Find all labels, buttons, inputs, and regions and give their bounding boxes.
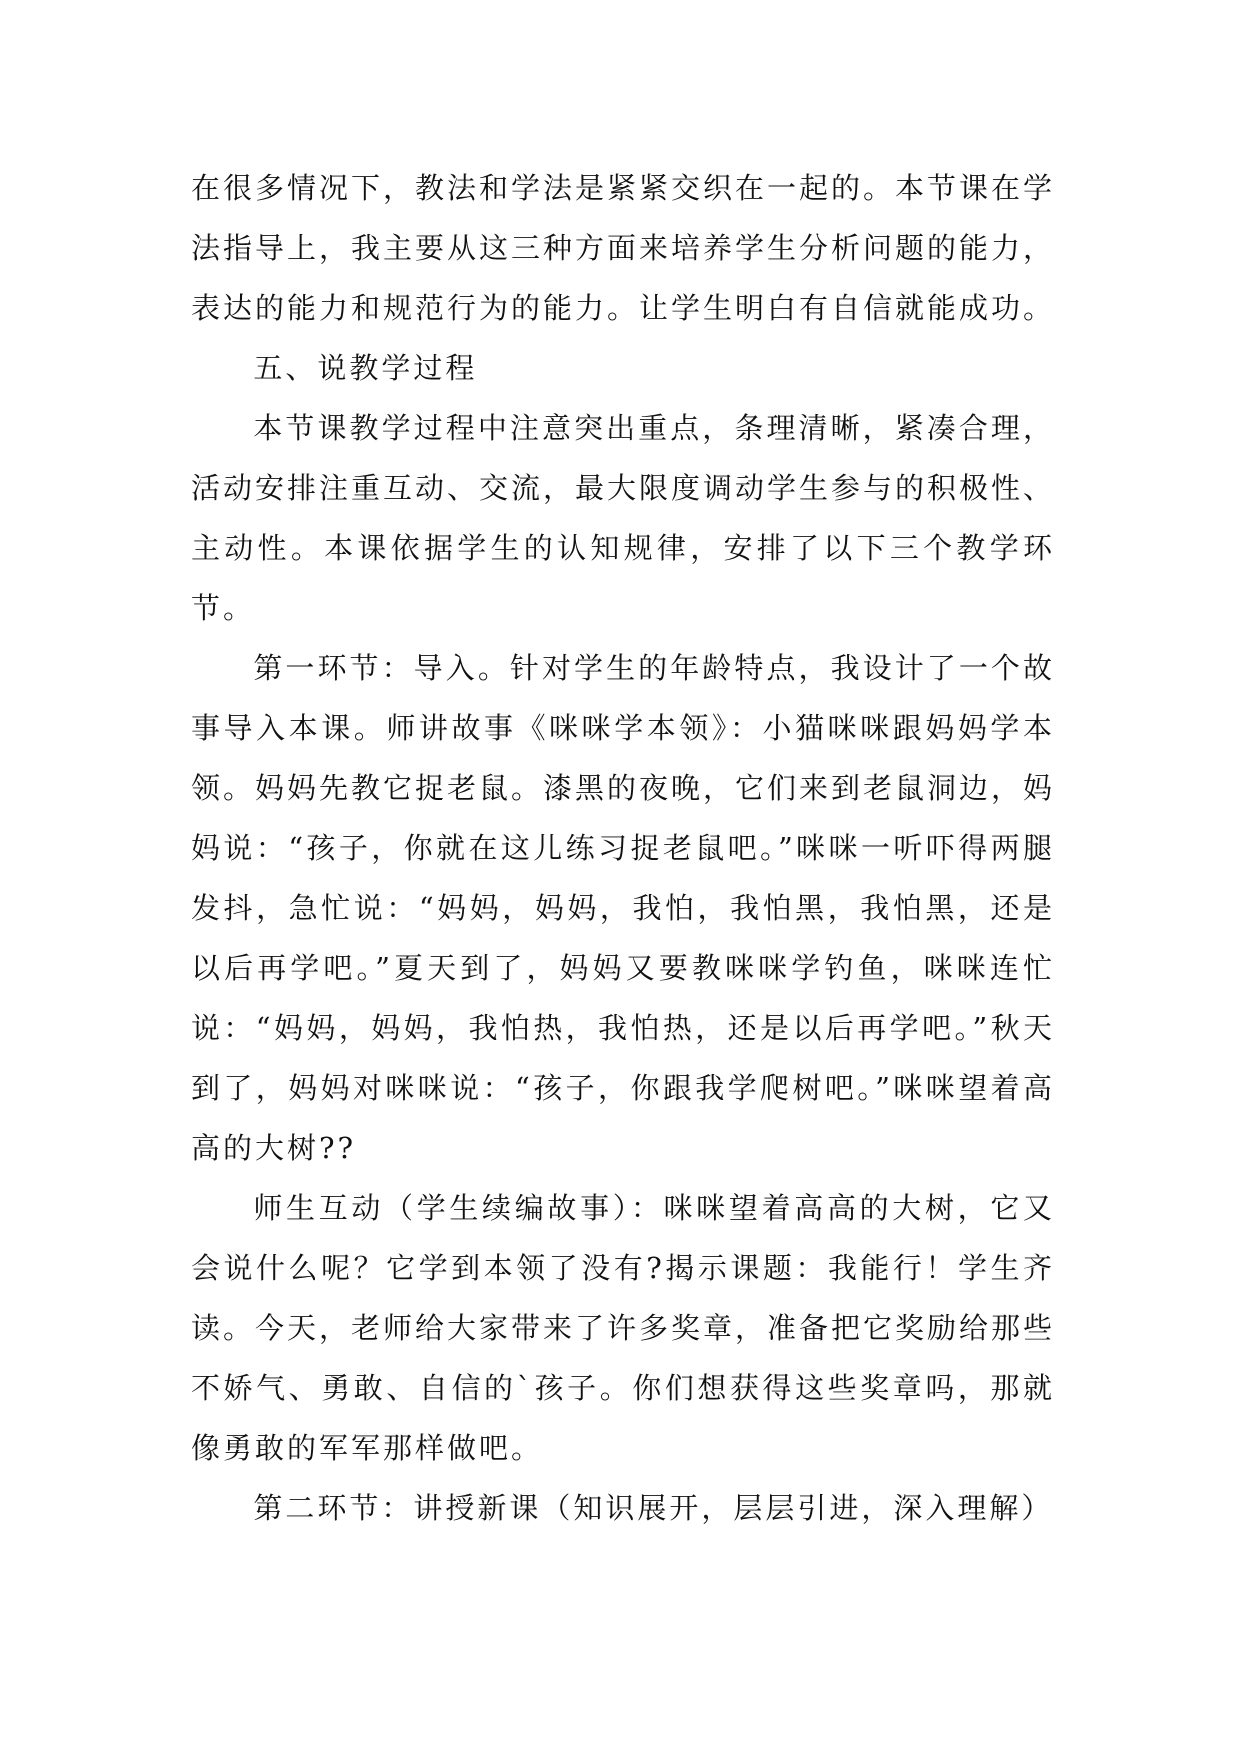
paragraph-study-method: 在很多情况下，教法和学法是紧紧交织在一起的。本节课在学法指导上，我主要从这三种方面来培养学生分析问题的能力，表达的能力和规范行为的能力。让学生明白有自信就能成功。	[191, 171, 1056, 325]
document-body	[191, 158, 1055, 1538]
section-heading-teaching-process: 五、说教学过程	[253, 351, 478, 385]
paragraph-process-overview: 本节课教学过程中注意突出重点，条理清晰，紧凑合理，活动安排注重互动、交流，最大限度调动学生参与的积极性、主动性。本课依据学生的认知规律，安排了以下三个教学环节。	[191, 411, 1056, 625]
paragraph-stage-two: 第二环节：讲授新课（知识展开，层层引进，深入理解）	[253, 1491, 1054, 1525]
paragraph-interaction: 师生互动（学生续编故事）：咪咪望着高高的大树，它又会说什么呢？它学到本领了没有?揭示课题：我能行！学生齐读。今天，老师给大家带来了许多奖章，准备把它奖励给那些不娇气、勇敢、自信的`孩子。你们想获得这些奖章吗，那就像勇敢的军军那样做吧。	[191, 1191, 1056, 1465]
paragraph-stage-one: 第一环节：导入。针对学生的年龄特点，我设计了一个故事导入本课。师讲故事《咪咪学本领》：小猫咪咪跟妈妈学本领。妈妈先教它捉老鼠。漆黑的夜晚，它们来到老鼠洞边，妈妈说：“孩子，你就在这儿练习捉老鼠吧。”咪咪一听吓得两腿发抖，急忙说：“妈妈，妈妈，我怕，我怕黑，我怕黑，还是以后再学吧。”夏天到了，妈妈又要教咪咪学钓鱼，咪咪连忙说：“妈妈，妈妈，我怕热，我怕热，还是以后再学吧。”秋天到了，妈妈对咪咪说：“孩子，你跟我学爬树吧。”咪咪望着高高的大树??	[191, 651, 1056, 1165]
